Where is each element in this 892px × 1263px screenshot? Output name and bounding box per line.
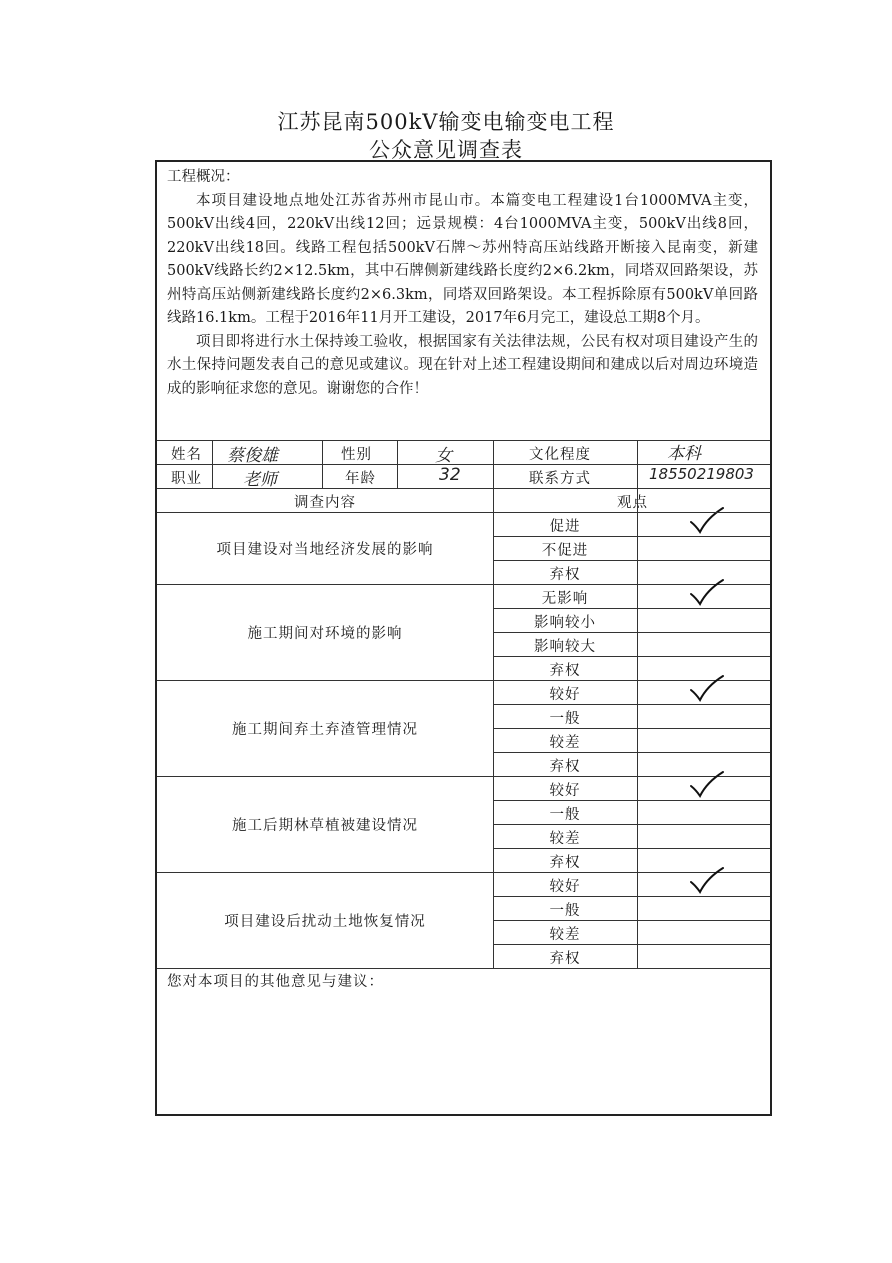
checkmark-icon xyxy=(687,866,727,900)
survey-question: 施工后期林草植被建设情况 xyxy=(232,818,418,834)
other-opinions-label: 您对本项目的其他意见与建议： xyxy=(167,974,384,990)
survey-option: 弃权 xyxy=(549,567,581,583)
survey-question: 施工期间对环境的影响 xyxy=(247,626,403,642)
survey-option: 一般 xyxy=(549,903,581,919)
education-value: 本科 xyxy=(667,444,701,464)
checkmark-icon xyxy=(687,770,727,804)
group-divider xyxy=(157,584,770,585)
contact-label: 联系方式 xyxy=(529,471,591,487)
name-value: 蔡俊雄 xyxy=(227,446,278,466)
survey-question: 项目建设后扰动土地恢复情况 xyxy=(224,914,426,930)
option-divider xyxy=(493,632,770,633)
option-divider xyxy=(493,560,770,561)
option-divider xyxy=(493,848,770,849)
survey-option: 较好 xyxy=(549,687,581,703)
divider xyxy=(397,440,398,488)
overview-paragraph-2: 项目即将进行水土保持竣工验收，根据国家有关法律法规，公民有权对项目建设产生的水土保持问题发表自己的意见或建议。现在针对上述工程建设期间和建成以后对周边环境造成的影响征求您的意见。谢谢您的合作！ xyxy=(167,333,758,397)
occupation-value: 老师 xyxy=(243,470,277,490)
group-divider xyxy=(157,872,770,873)
option-divider xyxy=(493,824,770,825)
content-header: 调查内容 xyxy=(294,495,356,511)
option-divider xyxy=(493,608,770,609)
survey-option: 弃权 xyxy=(549,759,581,775)
survey-option: 促进 xyxy=(549,519,581,535)
group-divider xyxy=(157,680,770,681)
survey-option: 较好 xyxy=(549,783,581,799)
option-divider xyxy=(493,656,770,657)
option-divider xyxy=(493,944,770,945)
survey-option: 影响较大 xyxy=(534,639,596,655)
option-divider xyxy=(493,728,770,729)
age-value: 32 xyxy=(439,465,461,485)
survey-option: 较差 xyxy=(549,927,581,943)
gender-label: 性别 xyxy=(341,447,372,463)
divider xyxy=(637,440,638,488)
contact-value: 18550219803 xyxy=(649,465,754,483)
option-divider xyxy=(493,704,770,705)
education-label: 文化程度 xyxy=(529,447,591,463)
survey-option: 较差 xyxy=(549,735,581,751)
opinion-header: 观点 xyxy=(617,495,648,511)
divider xyxy=(493,440,494,488)
survey-option: 不促进 xyxy=(541,543,589,559)
survey-option: 弃权 xyxy=(549,951,581,967)
survey-option: 一般 xyxy=(549,711,581,727)
survey-option: 无影响 xyxy=(541,591,589,607)
form-subtitle: 公众意见调查表 xyxy=(369,138,523,162)
survey-option: 影响较小 xyxy=(534,615,596,631)
group-divider xyxy=(157,776,770,777)
survey-option: 较好 xyxy=(549,879,581,895)
overview-paragraph-1: 本项目建设地点地处江苏省苏州市昆山市。本篇变电工程建设1台1000MVA主变，500kV出线4回，220kV出线12回；远景规模：4台1000MVA主变，500kV出线8回，220kV出线18回。线路工程包括500kV石牌～苏州特高压站线路开断接入昆南变，新建500kV线路长约2×12.5km，其中石牌侧新建线路长度约2×6.2km，同塔双回路架设，苏州特高压站侧新建线路长度约2×6.3km，同塔双回路架设。本工程拆除原有500kV单回路线路16.1km。工程于2016年11月开工建设，2017年6月完工，建设总工期8个月。 xyxy=(167,192,758,326)
divider xyxy=(322,440,323,488)
form-title: 江苏昆南500kV输变电输变电工程 xyxy=(277,110,615,134)
survey-option: 弃权 xyxy=(549,855,581,871)
survey-question: 项目建设对当地经济发展的影响 xyxy=(216,542,434,558)
divider xyxy=(212,440,213,488)
option-divider xyxy=(493,800,770,801)
survey-option: 一般 xyxy=(549,807,581,823)
header-divider xyxy=(157,512,770,513)
age-label: 年龄 xyxy=(345,471,376,487)
checkmark-icon xyxy=(687,578,727,612)
survey-option: 较差 xyxy=(549,831,581,847)
project-overview xyxy=(167,166,758,401)
survey-question: 施工期间弃土弃渣管理情况 xyxy=(232,722,418,738)
option-divider xyxy=(493,920,770,921)
checkmark-icon xyxy=(687,674,727,708)
option-divider xyxy=(493,752,770,753)
overview-heading: 工程概况： xyxy=(167,169,240,185)
gender-value: 女 xyxy=(435,446,452,466)
group-divider xyxy=(157,968,770,969)
occupation-label: 职业 xyxy=(171,471,202,487)
survey-option: 弃权 xyxy=(549,663,581,679)
option-divider xyxy=(493,536,770,537)
name-label: 姓名 xyxy=(171,447,202,463)
option-divider xyxy=(493,896,770,897)
survey-form xyxy=(155,160,772,1116)
